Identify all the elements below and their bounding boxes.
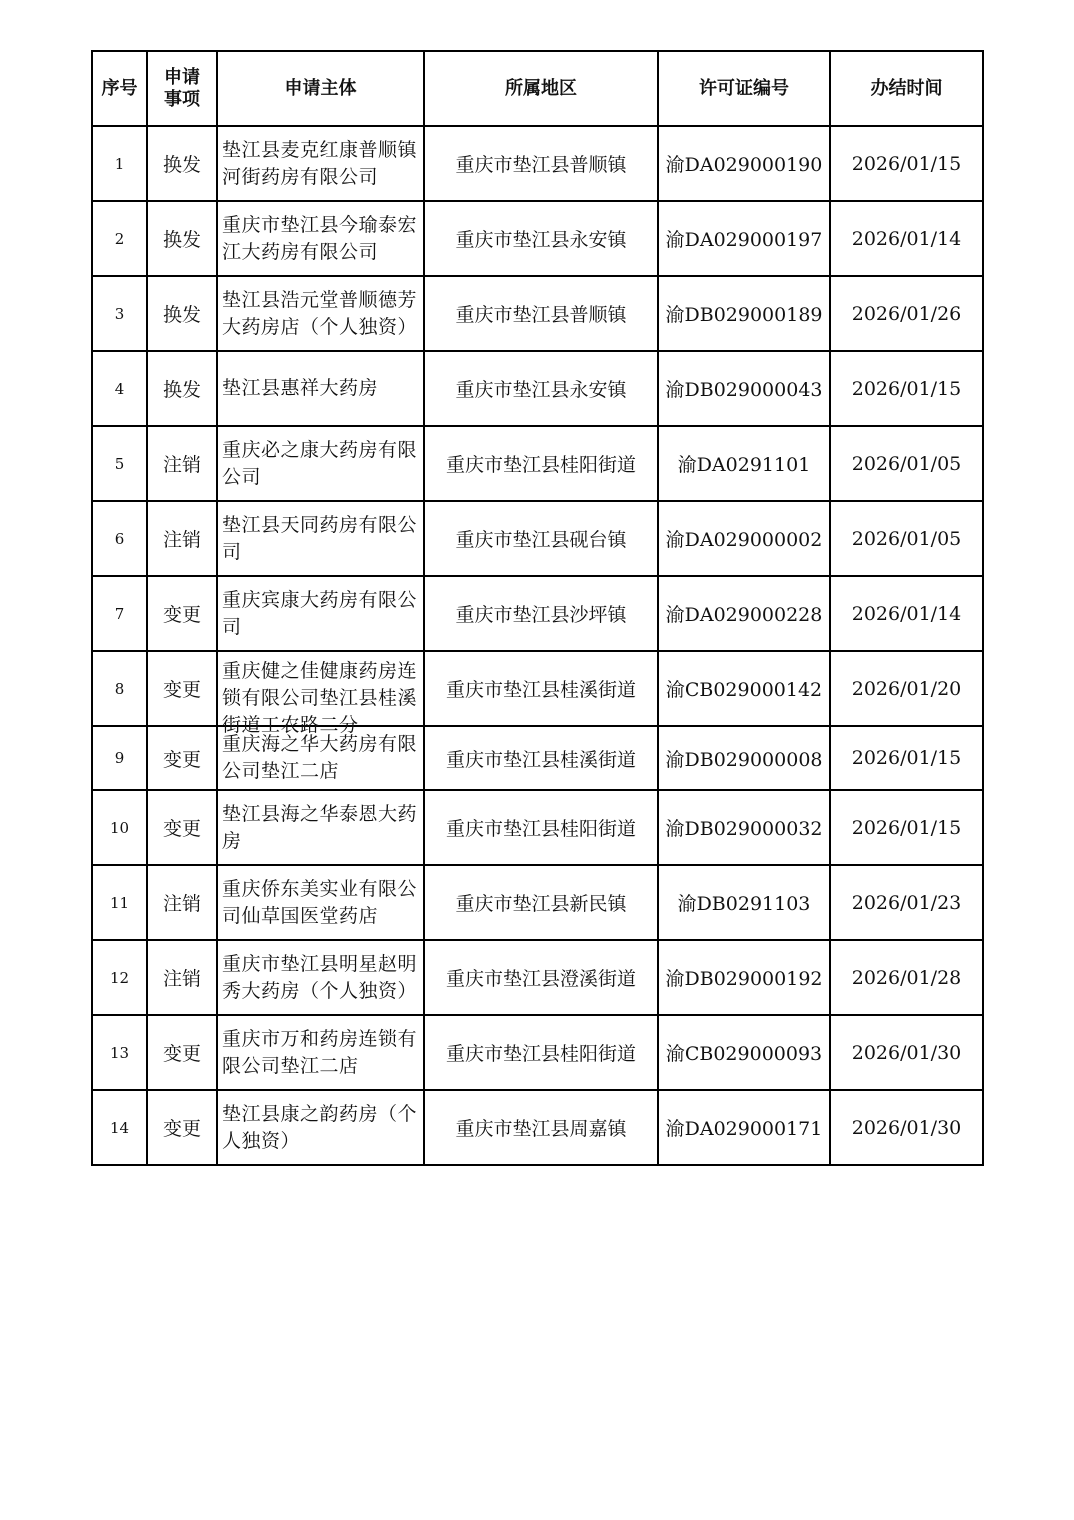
cell-subject: [217, 426, 424, 501]
subject-text: 重庆海之华大药房有限公司垫江二店: [222, 733, 418, 782]
cell-matter: 注销: [147, 940, 217, 1015]
cell-license: 渝DB029000192: [658, 940, 830, 1015]
subject-text: 垫江县康之韵药房（个人独资）: [222, 1102, 418, 1152]
cell-date: 2026/01/14: [830, 201, 983, 276]
cell-license: 渝DB029000189: [658, 276, 830, 351]
table-row: [92, 126, 983, 201]
cell-region: 重庆市垫江县新民镇: [424, 865, 658, 940]
table-body: [92, 126, 983, 1165]
cell-region: 重庆市垫江县桂阳街道: [424, 426, 658, 501]
cell-date: 2026/01/23: [830, 865, 983, 940]
cell-matter: 变更: [147, 576, 217, 651]
cell-seq: 13: [92, 1015, 147, 1090]
cell-matter: 变更: [147, 790, 217, 865]
cell-seq: 8: [92, 651, 147, 726]
subject-text: 重庆必之康大药房有限公司: [222, 438, 418, 488]
table-row: [92, 790, 983, 865]
cell-date: 2026/01/15: [830, 126, 983, 201]
cell-subject: [217, 351, 424, 426]
cell-license: 渝DB029000043: [658, 351, 830, 426]
license-table-sheet: [91, 50, 982, 1166]
cell-region: 重庆市垫江县砚台镇: [424, 501, 658, 576]
cell-seq: 5: [92, 426, 147, 501]
cell-subject: [217, 651, 424, 736]
cell-subject: [217, 940, 424, 1015]
cell-license: 渝CB029000142: [658, 651, 830, 726]
cell-region: 重庆市垫江县普顺镇: [424, 276, 658, 351]
cell-license: 渝DB029000008: [658, 726, 830, 790]
subject-text: 重庆健之佳健康药房连锁有限公司垫江县桂溪街道工农路二分: [222, 659, 418, 736]
cell-seq: 3: [92, 276, 147, 351]
cell-matter: 注销: [147, 426, 217, 501]
table-row: [92, 501, 983, 576]
subject-text: 垫江县麦克红康普顺镇河街药房有限公司: [222, 138, 418, 188]
cell-seq: 14: [92, 1090, 147, 1165]
cell-date: 2026/01/30: [830, 1090, 983, 1165]
subject-text: 垫江县浩元堂普顺德芳大药房店（个人独资）: [222, 288, 418, 338]
table-row: [92, 1090, 983, 1165]
cell-matter: 换发: [147, 276, 217, 351]
cell-matter: 变更: [147, 726, 217, 790]
table-row: [92, 276, 983, 351]
cell-seq: 9: [92, 726, 147, 790]
table-header-row: [92, 51, 983, 126]
subject-text: 垫江县天同药房有限公司: [222, 513, 418, 563]
cell-matter: 注销: [147, 865, 217, 940]
header-matter: [147, 51, 217, 126]
cell-seq: 12: [92, 940, 147, 1015]
cell-date: 2026/01/05: [830, 501, 983, 576]
cell-region: 重庆市垫江县永安镇: [424, 351, 658, 426]
table-row: [92, 651, 983, 726]
cell-region: 重庆市垫江县沙坪镇: [424, 576, 658, 651]
cell-license: 渝CB029000093: [658, 1015, 830, 1090]
subject-text: 重庆侨东美实业有限公司仙草国医堂药店: [222, 877, 418, 927]
cell-region: 重庆市垫江县澄溪街道: [424, 940, 658, 1015]
table-row: [92, 576, 983, 651]
cell-license: 渝DA029000228: [658, 576, 830, 651]
subject-text: 重庆市垫江县今瑜泰宏江大药房有限公司: [222, 213, 418, 263]
cell-region: 重庆市垫江县普顺镇: [424, 126, 658, 201]
cell-region: 重庆市垫江县桂溪街道: [424, 651, 658, 726]
cell-date: 2026/01/14: [830, 576, 983, 651]
cell-date: 2026/01/15: [830, 726, 983, 790]
cell-license: 渝DB029000032: [658, 790, 830, 865]
table-row: [92, 940, 983, 1015]
cell-subject: [217, 865, 424, 940]
subject-text: 重庆市万和药房连锁有限公司垫江二店: [222, 1027, 418, 1077]
table-row: [92, 351, 983, 426]
table-row: [92, 726, 983, 790]
cell-subject: [217, 1015, 424, 1090]
header-date: 办结时间: [830, 51, 983, 126]
cell-region: 重庆市垫江县永安镇: [424, 201, 658, 276]
cell-matter: 注销: [147, 501, 217, 576]
subject-text: 重庆市垫江县明星赵明秀大药房（个人独资）: [222, 952, 418, 1002]
cell-subject: [217, 126, 424, 201]
cell-subject: [217, 1090, 424, 1165]
cell-seq: 7: [92, 576, 147, 651]
cell-matter: 变更: [147, 1090, 217, 1165]
cell-seq: 11: [92, 865, 147, 940]
header-subject: 申请主体: [217, 51, 424, 126]
cell-subject: [217, 790, 424, 865]
header-license: 许可证编号: [658, 51, 830, 126]
header-seq: 序号: [92, 51, 147, 126]
table-row: [92, 1015, 983, 1090]
cell-date: 2026/01/30: [830, 1015, 983, 1090]
cell-date: 2026/01/28: [830, 940, 983, 1015]
cell-seq: 2: [92, 201, 147, 276]
cell-license: 渝DA0291101: [658, 426, 830, 501]
header-region: 所属地区: [424, 51, 658, 126]
cell-matter: 变更: [147, 1015, 217, 1090]
cell-seq: 1: [92, 126, 147, 201]
cell-date: 2026/01/20: [830, 651, 983, 726]
subject-text: 垫江县惠祥大药房: [222, 377, 379, 399]
cell-license: 渝DA029000171: [658, 1090, 830, 1165]
cell-license: 渝DA029000002: [658, 501, 830, 576]
cell-subject: [217, 201, 424, 276]
cell-subject: [217, 276, 424, 351]
cell-license: 渝DA029000197: [658, 201, 830, 276]
cell-license: 渝DA029000190: [658, 126, 830, 201]
cell-matter: 换发: [147, 126, 217, 201]
cell-date: 2026/01/15: [830, 790, 983, 865]
cell-matter: 换发: [147, 201, 217, 276]
cell-matter: 换发: [147, 351, 217, 426]
license-table: [91, 50, 984, 1166]
cell-date: 2026/01/05: [830, 426, 983, 501]
cell-seq: 4: [92, 351, 147, 426]
cell-date: 2026/01/15: [830, 351, 983, 426]
cell-date: 2026/01/26: [830, 276, 983, 351]
cell-region: 重庆市垫江县周嘉镇: [424, 1090, 658, 1165]
cell-seq: 10: [92, 790, 147, 865]
cell-license: 渝DB0291103: [658, 865, 830, 940]
cell-region: 重庆市垫江县桂阳街道: [424, 790, 658, 865]
subject-text: 垫江县海之华泰恩大药房: [222, 802, 418, 852]
table-row: [92, 426, 983, 501]
cell-matter: 变更: [147, 651, 217, 726]
cell-seq: 6: [92, 501, 147, 576]
cell-subject: [217, 576, 424, 651]
cell-subject: [217, 501, 424, 576]
cell-region: 重庆市垫江县桂溪街道: [424, 726, 658, 790]
cell-subject: [217, 726, 424, 790]
cell-region: 重庆市垫江县桂阳街道: [424, 1015, 658, 1090]
table-row: [92, 865, 983, 940]
subject-text: 重庆宾康大药房有限公司: [222, 588, 418, 638]
table-row: [92, 201, 983, 276]
header-matter-text: 申请事项: [164, 66, 200, 110]
